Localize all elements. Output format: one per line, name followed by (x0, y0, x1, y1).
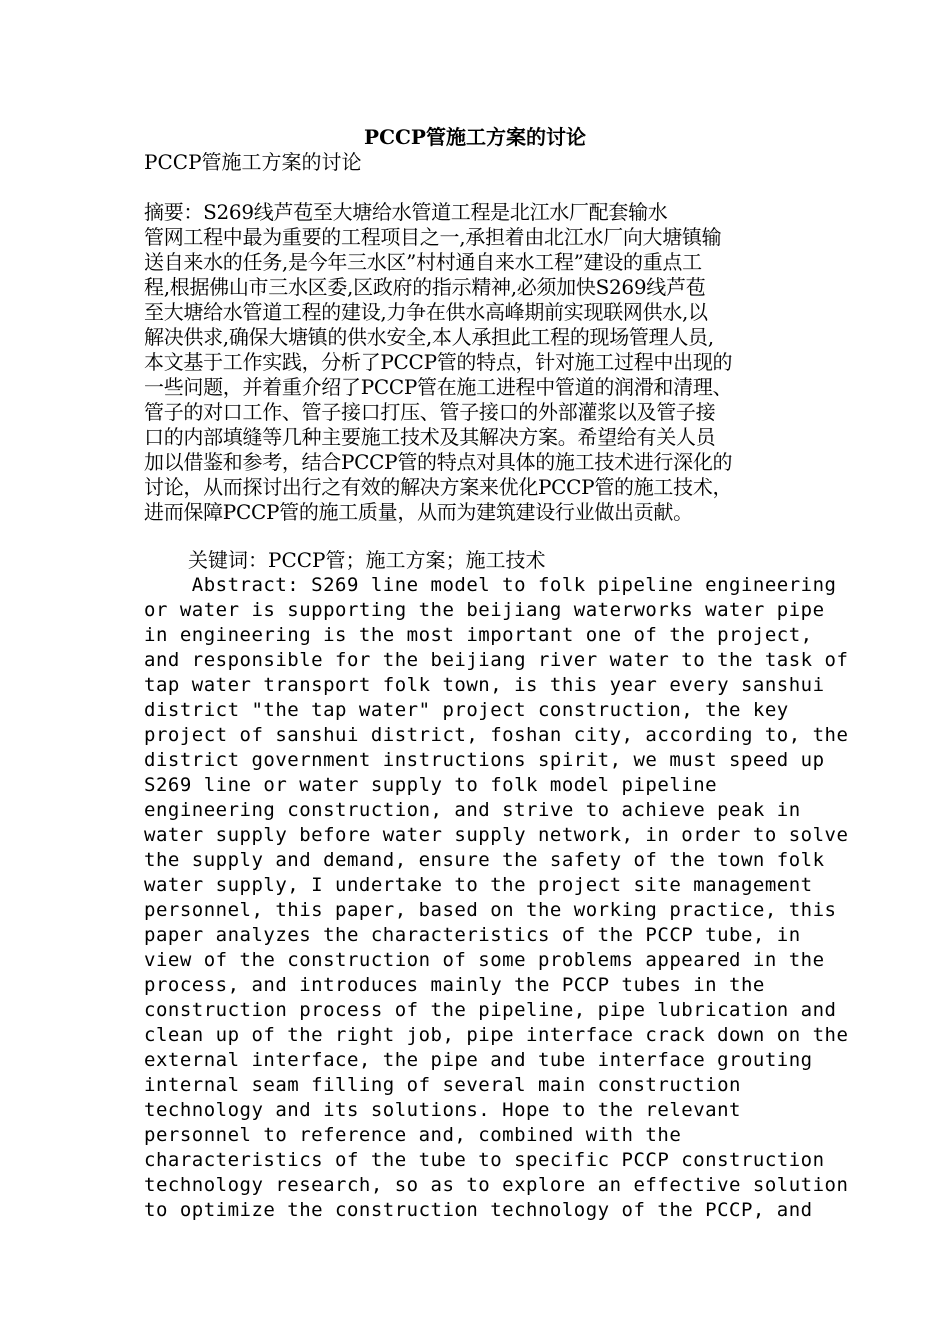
english-abstract-line: tap water transport folk town, is this year every sanshui (144, 674, 825, 696)
english-abstract-line: district "the tap water" project construction, the key (144, 699, 789, 721)
chinese-abstract-line: 一些问题，并着重介绍了PCCP管在施工进程中管道的润滑和清理、 (144, 375, 733, 399)
english-abstract-line: clean up of the right job, pipe interface crack down on the (144, 1024, 849, 1046)
chinese-abstract-line: 送自来水的任务,是今年三水区”村村通自来水工程”建设的重点工 (144, 250, 702, 274)
english-abstract-line: personnel, this paper, based on the working practice, this (144, 899, 837, 921)
english-abstract-line: internal seam filling of several main construction (144, 1074, 741, 1096)
english-abstract-line: construction process of the pipeline, pipe lubrication and (144, 999, 837, 1021)
chinese-abstract-line: 解决供求,确保大塘镇的供水安全,本人承担此工程的现场管理人员, (144, 325, 714, 349)
chinese-abstract-line: 加以借鉴和参考，结合PCCP管的特点对具体的施工技术进行深化的 (144, 450, 733, 474)
english-abstract-line: technology research, so as to explore an effective solution (144, 1174, 849, 1196)
english-abstract-line: Abstract: S269 line model to folk pipeline engineering (144, 574, 837, 596)
english-abstract-line: paper analyzes the characteristics of the PCCP tube, in (144, 924, 801, 946)
chinese-abstract-line: 进而保障PCCP管的施工质量，从而为建筑建设行业做出贡献。 (144, 500, 693, 524)
english-abstract-line: personnel to reference and, combined with the (144, 1124, 682, 1146)
english-abstract-line: district government instructions spirit, we must speed up (144, 749, 825, 771)
english-abstract-line: engineering construction, and strive to achieve peak in (144, 799, 801, 821)
document-title: PCCP管施工方案的讨论 (364, 125, 586, 149)
english-abstract-line: the supply and demand, ensure the safety of the town folk (144, 849, 825, 871)
english-abstract-line: or water is supporting the beijiang waterworks water pipe (144, 599, 825, 621)
english-abstract-line: view of the construction of some problems appeared in the (144, 949, 825, 971)
chinese-abstract-line: 管子的对口工作、管子接口打压、管子接口的外部灌浆以及管子接 (144, 400, 716, 424)
english-abstract-line: external interface, the pipe and tube interface grouting (144, 1049, 813, 1071)
chinese-abstract-line: 本文基于工作实践，分析了PCCP管的特点，针对施工过程中出现的 (144, 350, 733, 374)
chinese-abstract-line: 讨论，从而探讨出行之有效的解决方案来优化PCCP管的施工技术， (144, 475, 733, 499)
english-abstract-line: characteristics of the tube to specific PCCP construction (144, 1149, 825, 1171)
english-abstract-line: and responsible for the beijiang river water to the task of (144, 649, 849, 671)
document-subtitle: PCCP管施工方案的讨论 (144, 150, 362, 174)
english-abstract-line: water supply, I undertake to the project site management (144, 874, 813, 896)
chinese-abstract-line: 程,根据佛山市三水区委,区政府的指示精神,必须加快S269线芦苞 (144, 275, 706, 299)
english-abstract (144, 573, 849, 1223)
english-abstract-line: S269 line or water supply to folk model pipeline (144, 774, 718, 796)
english-abstract-line: to optimize the construction technology of the PCCP, and (144, 1199, 813, 1221)
english-abstract-line: process, and introduces mainly the PCCP tubes in the (144, 974, 765, 996)
keywords-line: 关键词：PCCP管；施工方案；施工技术 (188, 548, 546, 572)
chinese-abstract-line: 至大塘给水管道工程的建设,力争在供水高峰期前实现联网供水,以 (144, 300, 708, 324)
english-abstract-line: in engineering is the most important one of the project, (144, 624, 813, 646)
english-abstract-line: technology and its solutions. Hope to the relevant (144, 1099, 741, 1121)
chinese-abstract-line: 摘要：S269线芦苞至大塘给水管道工程是北江水厂配套输水 (144, 200, 668, 224)
chinese-abstract-line: 口的内部填缝等几种主要施工技术及其解决方案。希望给有关人员 (144, 425, 716, 449)
chinese-abstract (144, 200, 814, 525)
chinese-abstract-line: 管网工程中最为重要的工程项目之一,承担着由北江水厂向大塘镇输 (144, 225, 722, 249)
english-abstract-line: water supply before water supply network, in order to solve (144, 824, 849, 846)
english-abstract-line: project of sanshui district, foshan city, according to, the (144, 724, 849, 746)
